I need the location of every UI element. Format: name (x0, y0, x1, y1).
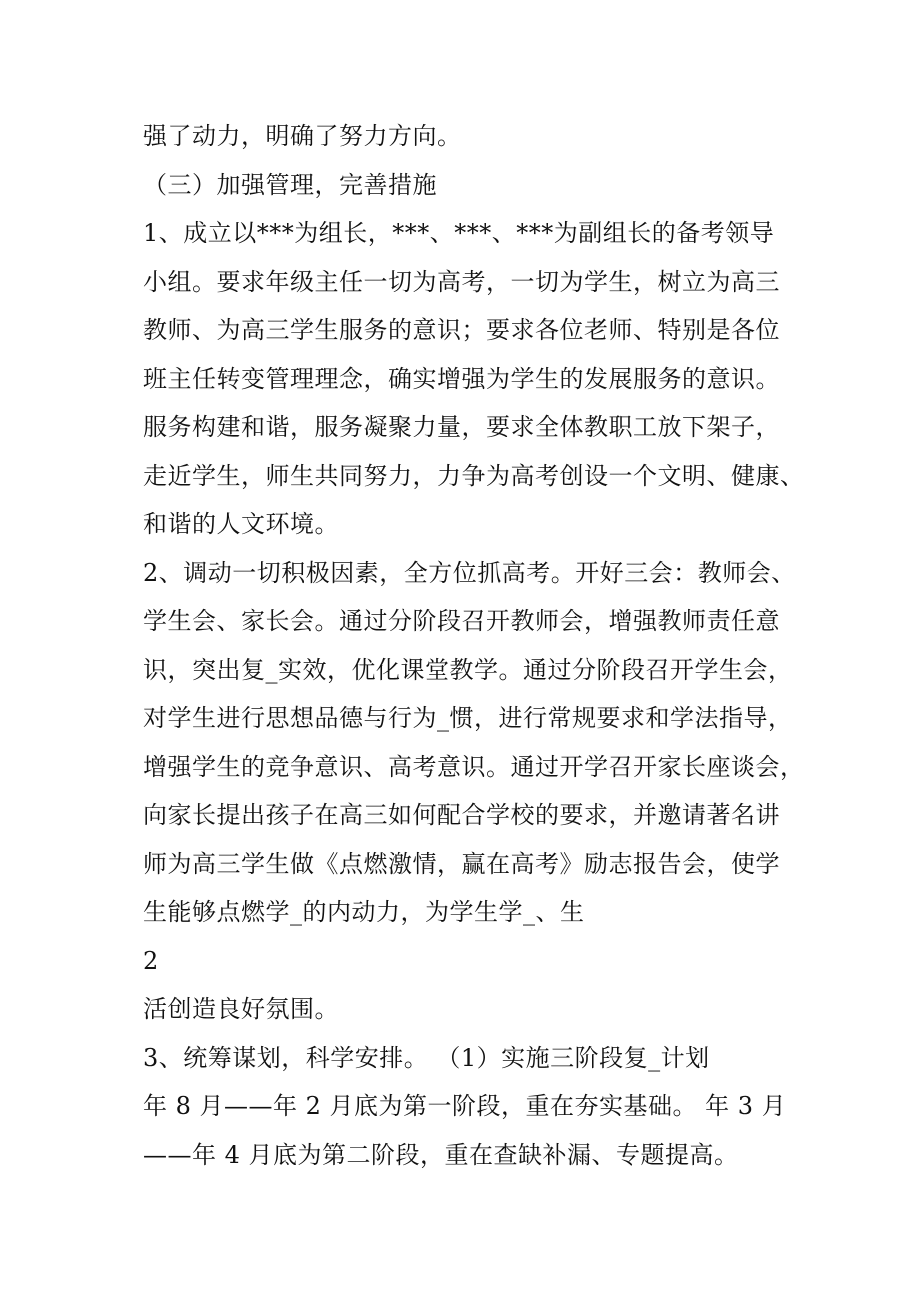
text-line: 活创造良好氛围。 (143, 995, 339, 1023)
text-line: 学生会、家长会。通过分阶段召开教师会，增强教师责任意 (143, 607, 780, 635)
text-line: 增强学生的竞争意识、高考意识。通过开学召开家长座谈会， (143, 753, 805, 781)
text-line: 1、成立以***为组长，***、***、***为副组长的备考领导 (143, 219, 775, 247)
text-line: 年 8 月——年 2 月底为第一阶段，重在夯实基础。 年 3 月 (143, 1092, 787, 1120)
page-number: 2 (143, 947, 159, 975)
text-line: 3、统筹谋划，科学安排。 （1）实施三阶段复_计划 (143, 1044, 710, 1072)
text-line: 2、调动一切积极因素，全方位抓高考。开好三会：教师会、 (143, 559, 796, 587)
text-line: ——年 4 月底为第二阶段，重在查缺补漏、专题提高。 (143, 1141, 739, 1169)
text-line: 识，突出复_实效，优化课堂教学。通过分阶段召开学生会， (143, 656, 793, 684)
text-line: 向家长提出孩子在高三如何配合学校的要求，并邀请著名讲 (143, 801, 780, 829)
text-line: 强了动力，明确了努力方向。 (143, 122, 462, 150)
text-line: 教师、为高三学生服务的意识；要求各位老师、特别是各位 (143, 316, 780, 344)
text-line: 生能够点燃学_的内动力，为学生学_、生 (143, 898, 585, 926)
text-line: 小组。要求年级主任一切为高考，一切为学生，树立为高三 (143, 268, 780, 296)
text-line: 服务构建和谐，服务凝聚力量，要求全体教职工放下架子， (143, 413, 780, 441)
text-line: 和谐的人文环境。 (143, 510, 339, 538)
text-line: 师为高三学生做《点燃激情，赢在高考》励志报告会，使学 (143, 850, 780, 878)
text-line: 走近学生，师生共同努力，力争为高考创设一个文明、健康、 (143, 462, 805, 490)
text-line: 班主任转变管理理念，确实增强为学生的发展服务的意识。 (143, 365, 780, 393)
text-line: 对学生进行思想品德与行为_惯，进行常规要求和学法指导， (143, 704, 793, 732)
section-heading: （三）加强管理，完善措施 (143, 171, 437, 199)
